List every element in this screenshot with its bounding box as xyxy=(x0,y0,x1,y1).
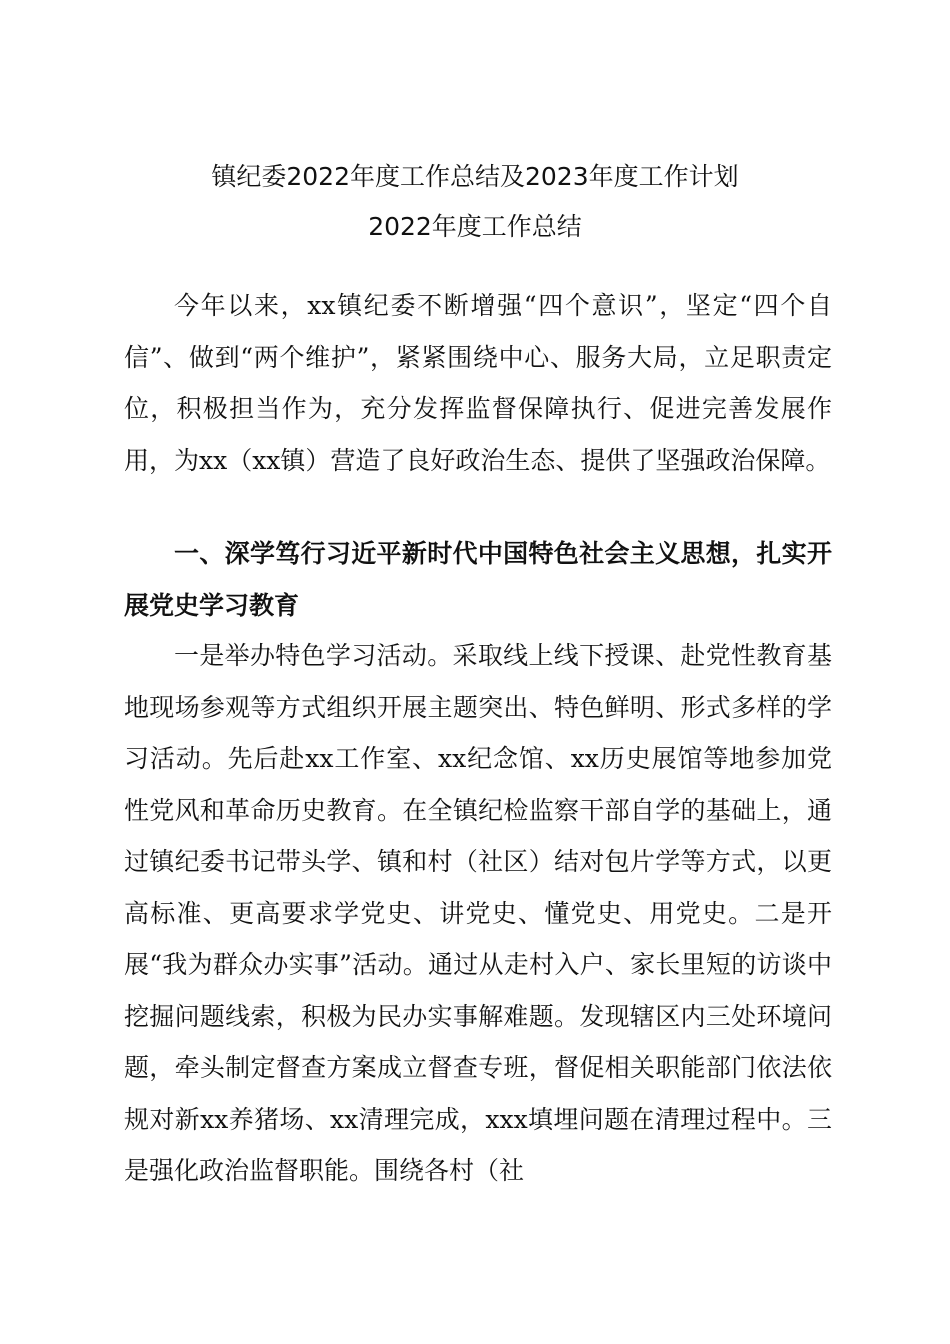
intro-paragraph: 今年以来，xx镇纪委不断增强“四个意识”，坚定“四个自信”、做到“两个维护”，紧紧围绕中心、服务大局，立足职责定位，积极担当作为，充分发挥监督保障执行、促进完善发展作用，为xx（xx镇）营造了良好政治生态、提供了坚强政治保障。 xyxy=(124,291,832,475)
document-subtitle: 2022年度工作总结 xyxy=(368,212,582,241)
section-heading: 一、深学笃行习近平新时代中国特色社会主义思想，扎实开展党史学习教育 xyxy=(124,539,832,620)
document-title: 镇纪委2022年度工作总结及2023年度工作计划 xyxy=(211,162,739,191)
section-paragraph: 一是举办特色学习活动。采取线上线下授课、赴党性教育基地现场参观等方式组织开展主题突出、特色鲜明、形式多样的学习活动。先后赴xx工作室、xx纪念馆、xx历史展馆等地参加党性党风和革命历史教育。在全镇纪检监察干部自学的基础上，通过镇纪委书记带头学、镇和村（社区）结对包片学等方式，以更高标准、更高要求学党史、讲党史、懂党史、用党史。二是开展“我为群众办实事”活动。通过从走村入户、家长里短的访谈中挖掘问题线索，积极为民办实事解难题。发现辖区内三处环境问题，牵头制定督查方案成立督查专班，督促相关职能部门依法依规对新xx养猪场、xx清理完成，xxx填埋问题在清理过程中。三是强化政治监督职能。围绕各村（社 xyxy=(124,641,832,1185)
